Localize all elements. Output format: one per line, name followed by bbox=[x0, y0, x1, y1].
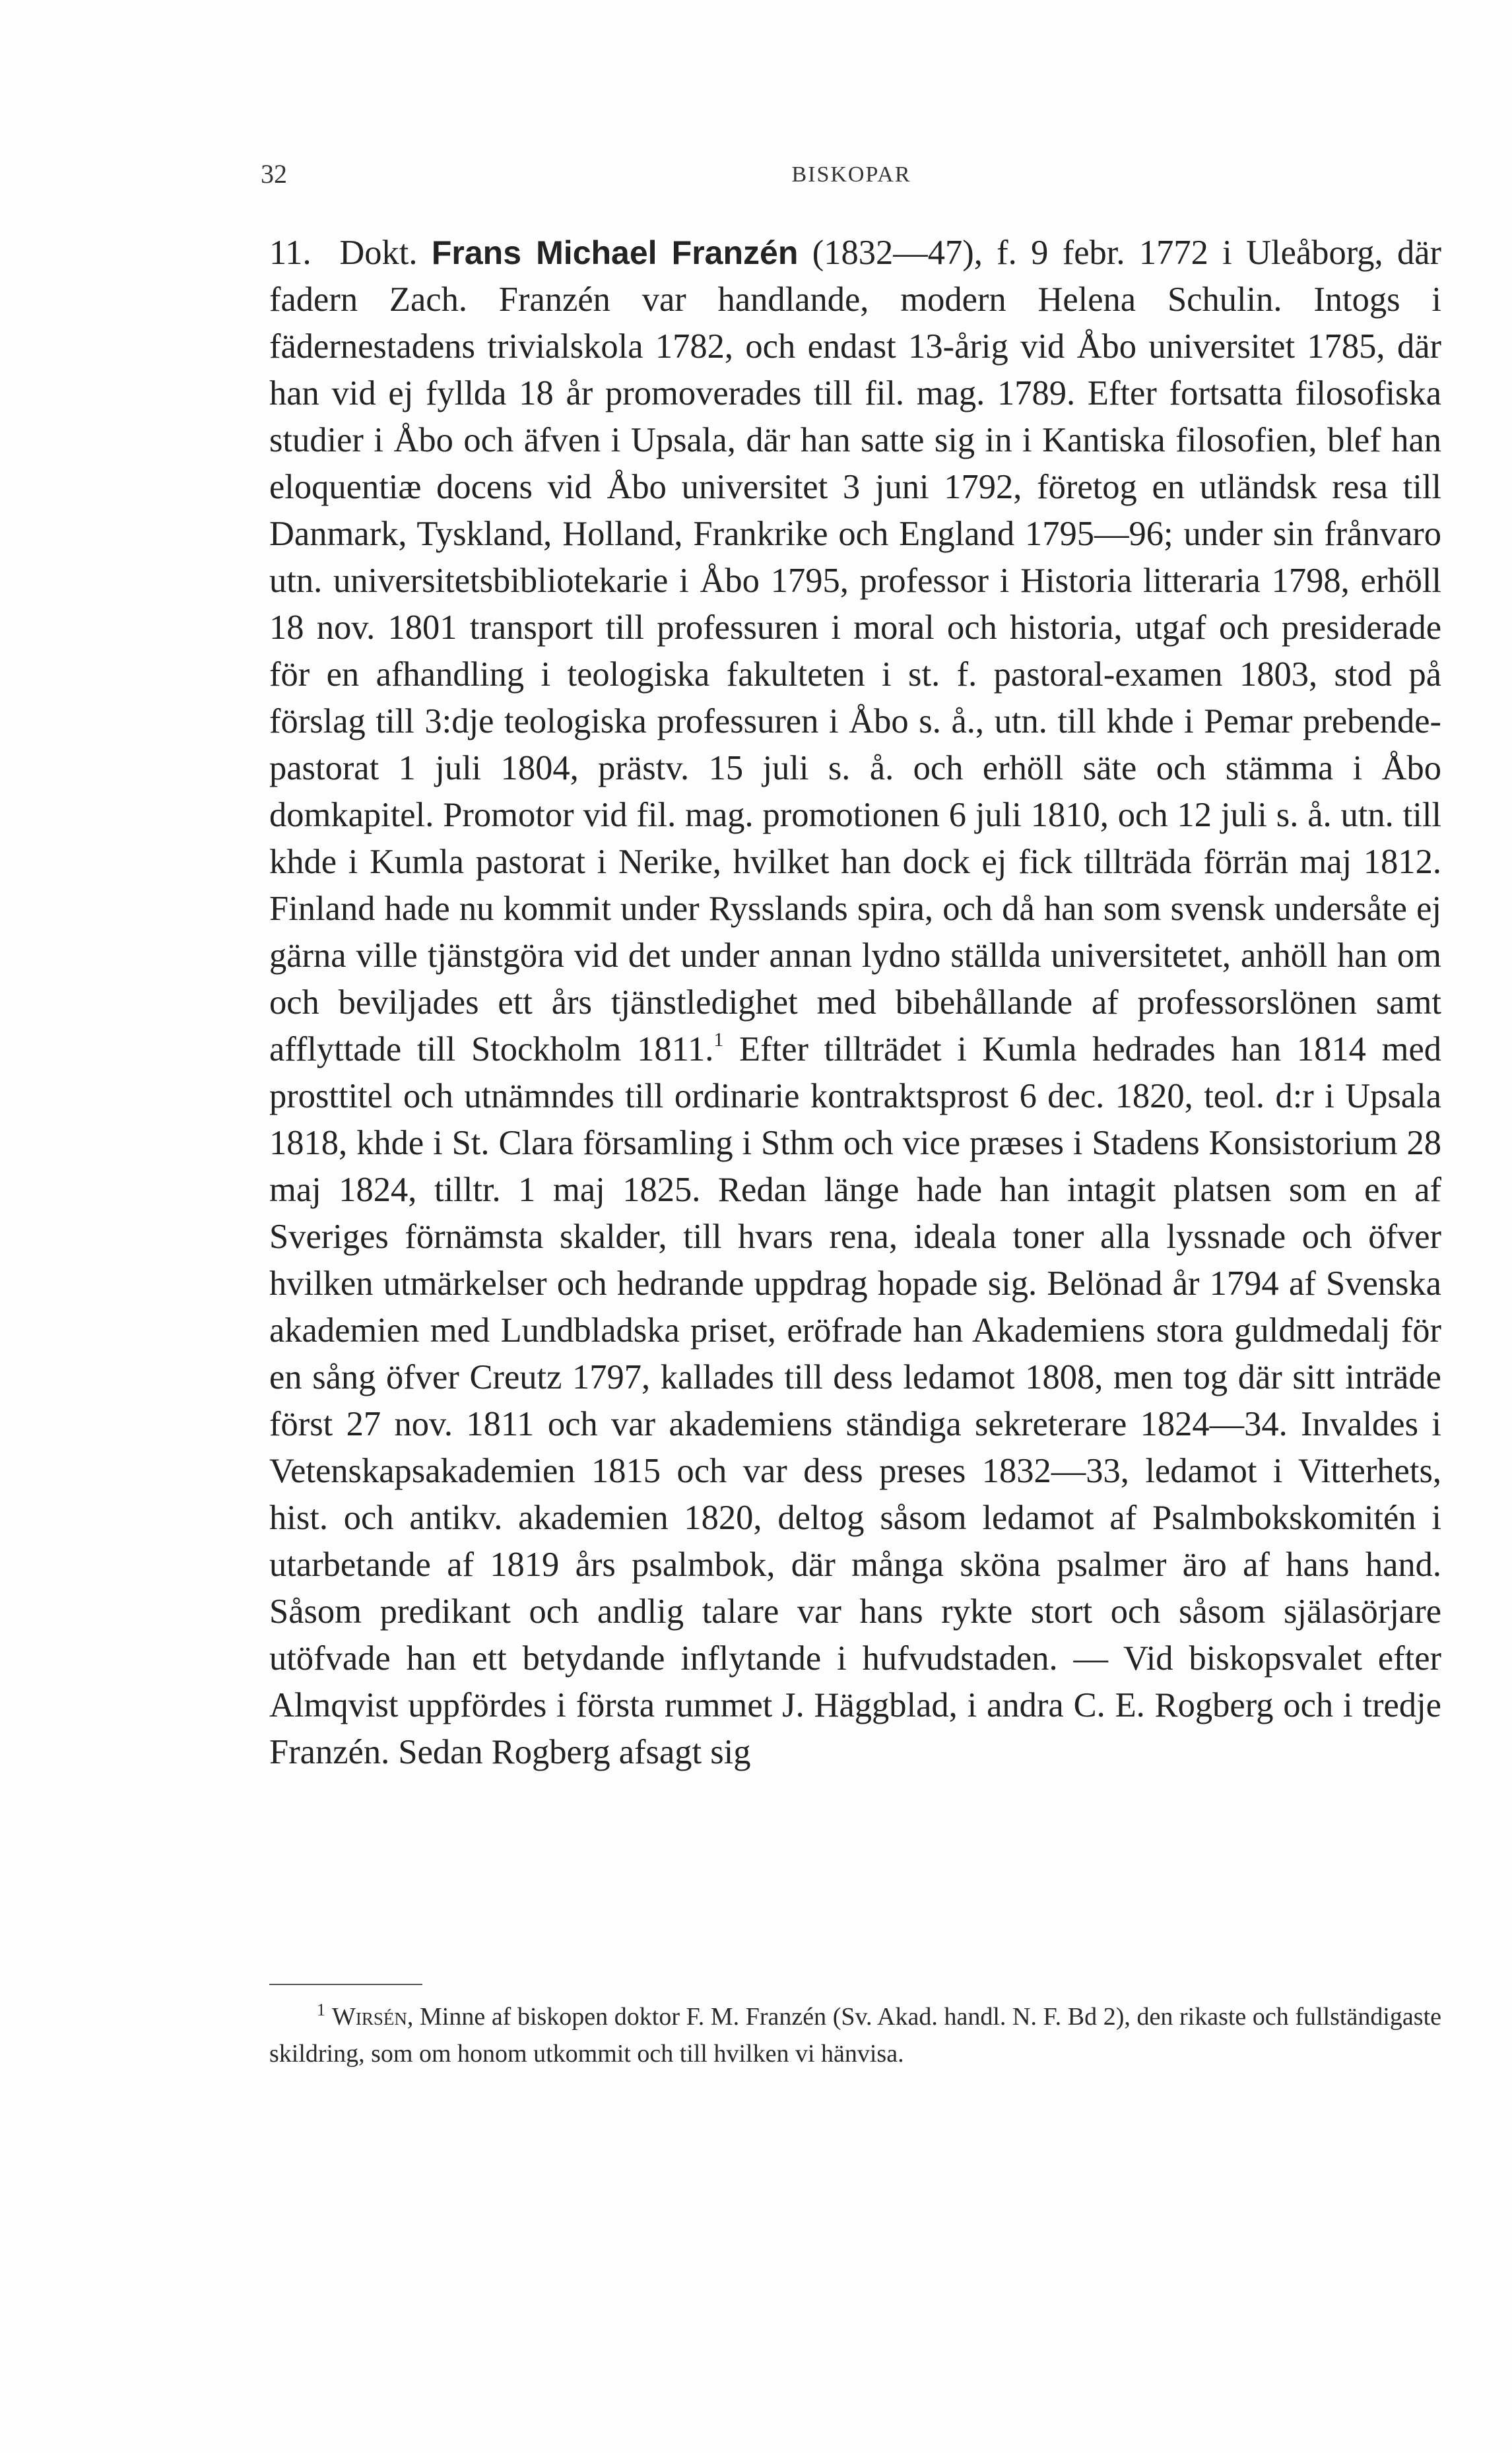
running-head: BISKOPAR bbox=[791, 162, 911, 187]
entry-degree: Dokt. bbox=[339, 234, 418, 272]
entry-text-part-2: Efter tillträdet i Kumla hedrades han 1814 med prosttitel och utnämndes till ordinarie kontraktsprost 6 dec. 1820, teol. d:r i Upsala 1818, khde i St. Clara församling i Sthm och vice præses i Stadens Konsistorium 28 maj 1824, tilltr. 1 maj 1825. Redan länge hade han intagit platsen som en af Sveriges förnämsta skalder, till hvars rena, ideala toner alla lyssnade och öfver hvilken utmärkelser och hedrande uppdrag hopade sig. Belönad år 1794 af Svenska akademien med Lundbladska priset, eröfrade han Akademiens stora guldmedalj för en sång öfver Creutz 1797, kallades till dess ledamot 1808, men tog där sitt inträde först 27 nov. 1811 och var akademiens ständiga sekreterare 1824—34. Invaldes i Vetenskapsakademien 1815 och var dess preses 1832—33, ledamot i Vitterhets, hist. och antikv. akademien 1820, deltog såsom ledamot af Psalmbokskomitén i utarbetande af 1819 års psalmbok, där många sköna psalmer äro af hans hand. Såsom predikant och andlig talare var hans rykte stort och såsom själasörjare utöfvade han ett betydande inflytande i hufvudstaden. — Vid biskopsvalet efter Almqvist uppfördes i första rummet J. Häggblad, i andra C. E. Rogberg och i tredje Franzén. Sedan Rogberg afsagt sig bbox=[269, 1030, 1442, 1771]
page-number: 32 bbox=[261, 159, 287, 189]
footnote-text: , Minne af biskopen doktor F. M. Franzén (Sv. Akad. handl. N. F. Bd 2), den rikaste och fullständigaste skildring, som om honom utkommit och till hvilken vi hänvisa. bbox=[269, 2003, 1441, 2068]
footnote-reference[interactable]: 1 bbox=[713, 1029, 724, 1051]
footnote-divider bbox=[269, 1984, 422, 1985]
page-header bbox=[261, 158, 1442, 198]
entry-paragraph bbox=[269, 230, 1441, 1776]
footnote bbox=[269, 1998, 1441, 2072]
footnote-author: Wirsén bbox=[332, 2003, 407, 2031]
entry-text-part-1: (1832—47), f. 9 febr. 1772 i Uleåborg, där fadern Zach. Franzén var handlande, modern Helena Schulin. Intogs i fädernestadens trivialskola 1782, och endast 13-årig vid Åbo universitet 1785, där han vid ej fyllda 18 år promoverades till fil. mag. 1789. Efter fortsatta filosofiska studier i Åbo och äfven i Upsala, där han satte sig in i Kantiska filosofien, blef han eloquentiæ docens vid Åbo universitet 3 juni 1792, företog en utländsk resa till Danmark, Tyskland, Holland, Frankrike och England 1795—96; under sin frånvaro utn. universitetsbibliotekarie i Åbo 1795, professor i Historia litteraria 1798, erhöll 18 nov. 1801 transport till professuren i moral och historia, utgaf och presiderade för en afhandling i teologiska fakulteten i st. f. pastoral-examen 1803, stod på förslag till 3:dje teologiska professuren i Åbo s. å., utn. till khde i Pemar prebende-pastorat 1 juli 1804, prästv. 15 juli s. å. och erhöll säte och stämma i Åbo domkapitel. Promotor vid fil. mag. promotionen 6 juli 1810, och 12 juli s. å. utn. till khde i Kumla pastorat i Nerike, hvilket han dock ej fick tillträda förrän maj 1812. Finland hade nu kommit under Rysslands spira, och då han som svensk undersåte ej gärna ville tjänstgöra vid det under annan lydno ställda universitetet, anhöll han om och beviljades ett års tjänstledighet med bibehållande af professorslönen samt afflyttade till Stockholm 1811. bbox=[269, 234, 1442, 1068]
biography-entry bbox=[269, 230, 1441, 1776]
entry-number: 11. bbox=[269, 234, 312, 272]
footnote-mark: 1 bbox=[317, 2000, 325, 2019]
bishop-name: Frans Michael Franzén bbox=[431, 234, 799, 271]
